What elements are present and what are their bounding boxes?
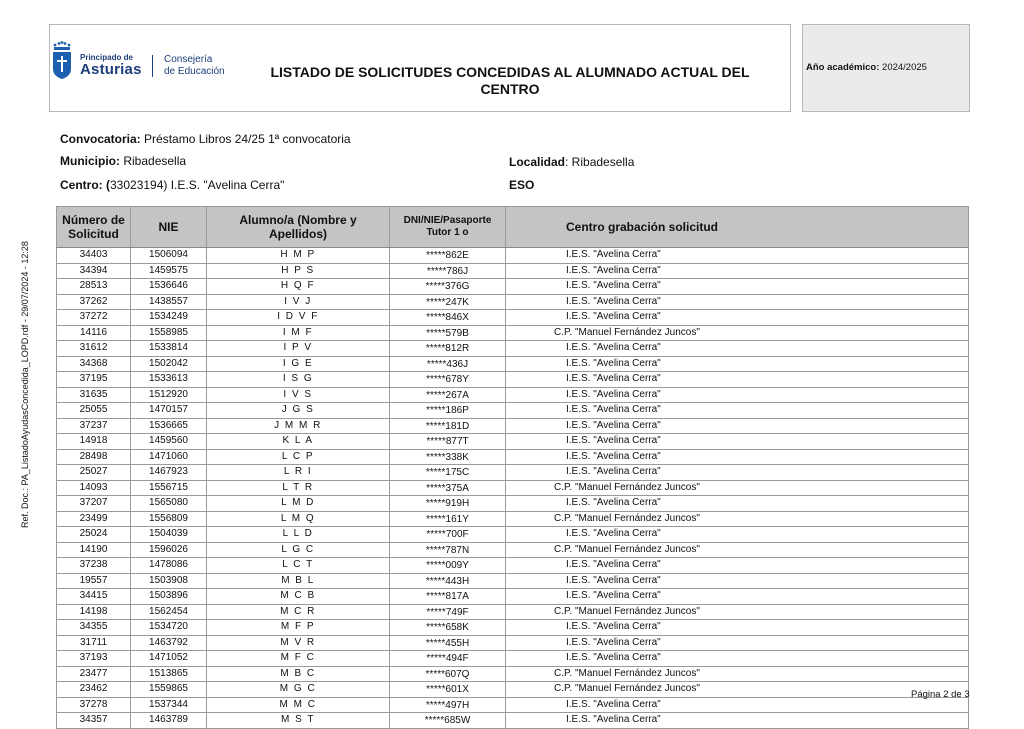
localidad-value: : Ribadesella: [565, 155, 635, 169]
cell-nie: 1459575: [131, 263, 207, 279]
cell-alumno: L G C: [207, 542, 390, 558]
cell-alumno: H M P: [207, 248, 390, 264]
cell-nie: 1536646: [131, 279, 207, 295]
logo-line1: Principado de: [80, 53, 133, 62]
cell-alumno: M B C: [207, 666, 390, 682]
cell-numero-solicitud: 34403: [57, 248, 131, 264]
table-row: [57, 449, 969, 465]
cell-nie: 1503908: [131, 573, 207, 589]
cell-numero-solicitud: 34368: [57, 356, 131, 372]
cell-numero-solicitud: 34415: [57, 589, 131, 605]
table-row: [57, 558, 969, 574]
cell-nie: 1470157: [131, 403, 207, 419]
cell-centro-grabacion: I.E.S. "Avelina Cerra": [506, 527, 969, 543]
cell-dni-tutor: *****161Y: [390, 511, 506, 527]
table-row: [57, 589, 969, 605]
table-row: [57, 635, 969, 651]
cell-numero-solicitud: 34357: [57, 713, 131, 729]
cell-nie: 1459560: [131, 434, 207, 450]
table-row: [57, 527, 969, 543]
cell-centro-grabacion: I.E.S. "Avelina Cerra": [506, 310, 969, 326]
cell-alumno: I P V: [207, 341, 390, 357]
cell-dni-tutor: *****678Y: [390, 372, 506, 388]
cell-alumno: I G E: [207, 356, 390, 372]
cell-centro-grabacion: I.E.S. "Avelina Cerra": [506, 573, 969, 589]
cell-numero-solicitud: 23499: [57, 511, 131, 527]
document-header: [49, 24, 791, 112]
cell-centro-grabacion: I.E.S. "Avelina Cerra": [506, 341, 969, 357]
cell-alumno: L C P: [207, 449, 390, 465]
cell-nie: 1559865: [131, 682, 207, 698]
cell-dni-tutor: *****181D: [390, 418, 506, 434]
cell-alumno: M B L: [207, 573, 390, 589]
cell-numero-solicitud: 25027: [57, 465, 131, 481]
header-centro-grabacion: Centro grabación solicitud: [506, 207, 969, 248]
cell-nie: 1562454: [131, 604, 207, 620]
cell-dni-tutor: *****186P: [390, 403, 506, 419]
table-row: [57, 263, 969, 279]
asturias-shield-icon: [52, 41, 72, 81]
cell-dni-tutor: *****436J: [390, 356, 506, 372]
cell-dni-tutor: *****247K: [390, 294, 506, 310]
cell-centro-grabacion: I.E.S. "Avelina Cerra": [506, 403, 969, 419]
table-row: [57, 666, 969, 682]
cell-dni-tutor: *****700F: [390, 527, 506, 543]
cell-numero-solicitud: 25024: [57, 527, 131, 543]
cell-numero-solicitud: 37195: [57, 372, 131, 388]
table-row: [57, 604, 969, 620]
cell-centro-grabacion: I.E.S. "Avelina Cerra": [506, 697, 969, 713]
cell-dni-tutor: *****601X: [390, 682, 506, 698]
cell-numero-solicitud: 14116: [57, 325, 131, 341]
cell-alumno: J M M R: [207, 418, 390, 434]
cell-alumno: J G S: [207, 403, 390, 419]
cell-centro-grabacion: C.P. "Manuel Fernández Juncos": [506, 604, 969, 620]
cell-numero-solicitud: 34355: [57, 620, 131, 636]
cell-dni-tutor: *****267A: [390, 387, 506, 403]
cell-dni-tutor: *****175C: [390, 465, 506, 481]
cell-numero-solicitud: 14093: [57, 480, 131, 496]
cell-numero-solicitud: 23462: [57, 682, 131, 698]
cell-numero-solicitud: 14190: [57, 542, 131, 558]
cell-dni-tutor: *****375A: [390, 480, 506, 496]
education-level: [509, 178, 534, 192]
cell-centro-grabacion: I.E.S. "Avelina Cerra": [506, 387, 969, 403]
cell-nie: 1596026: [131, 542, 207, 558]
cell-nie: 1512920: [131, 387, 207, 403]
convocatoria-field: [60, 132, 351, 146]
cell-alumno: M M C: [207, 697, 390, 713]
localidad-label: Localidad: [509, 155, 566, 169]
cell-centro-grabacion: I.E.S. "Avelina Cerra": [506, 356, 969, 372]
table-row: [57, 372, 969, 388]
cell-alumno: M V R: [207, 635, 390, 651]
cell-dni-tutor: *****579B: [390, 325, 506, 341]
cell-alumno: L M Q: [207, 511, 390, 527]
page-number: Página 2 de 3: [911, 689, 970, 700]
cell-nie: 1534249: [131, 310, 207, 326]
centro-label: Centro: (: [60, 178, 110, 192]
cell-nie: 1533613: [131, 372, 207, 388]
cell-centro-grabacion: I.E.S. "Avelina Cerra": [506, 620, 969, 636]
cell-centro-grabacion: I.E.S. "Avelina Cerra": [506, 279, 969, 295]
table-row: [57, 465, 969, 481]
cell-alumno: I V S: [207, 387, 390, 403]
cell-nie: 1463792: [131, 635, 207, 651]
cell-centro-grabacion: C.P. "Manuel Fernández Juncos": [506, 542, 969, 558]
cell-numero-solicitud: 25055: [57, 403, 131, 419]
table-row: [57, 418, 969, 434]
centro-field: [60, 178, 284, 192]
cell-alumno: L C T: [207, 558, 390, 574]
cell-centro-grabacion: I.E.S. "Avelina Cerra": [506, 248, 969, 264]
cell-dni-tutor: *****009Y: [390, 558, 506, 574]
cell-nie: 1537344: [131, 697, 207, 713]
cell-nie: 1478086: [131, 558, 207, 574]
cell-alumno: I S G: [207, 372, 390, 388]
academic-year-box: [802, 24, 970, 112]
cell-centro-grabacion: I.E.S. "Avelina Cerra": [506, 713, 969, 729]
academic-year-value: 2024/2025: [882, 62, 927, 73]
cell-nie: 1467923: [131, 465, 207, 481]
cell-dni-tutor: *****607Q: [390, 666, 506, 682]
table-row: [57, 403, 969, 419]
cell-numero-solicitud: 28513: [57, 279, 131, 295]
cell-centro-grabacion: I.E.S. "Avelina Cerra": [506, 651, 969, 667]
document-reference: Ref. Doc.: PA_ListadoAyudasConcedida_LOPD.rdf - 29/07/2024 - 12:28: [20, 241, 30, 528]
cell-alumno: I D V F: [207, 310, 390, 326]
table-row: [57, 496, 969, 512]
cell-dni-tutor: *****877T: [390, 434, 506, 450]
cell-nie: 1565080: [131, 496, 207, 512]
table-row: [57, 573, 969, 589]
table-row: [57, 387, 969, 403]
cell-numero-solicitud: 34394: [57, 263, 131, 279]
cell-alumno: M S T: [207, 713, 390, 729]
cell-dni-tutor: *****497H: [390, 697, 506, 713]
cell-numero-solicitud: 14918: [57, 434, 131, 450]
cell-centro-grabacion: C.P. "Manuel Fernández Juncos": [506, 480, 969, 496]
cell-alumno: L M D: [207, 496, 390, 512]
cell-centro-grabacion: C.P. "Manuel Fernández Juncos": [506, 682, 969, 698]
cell-nie: 1558985: [131, 325, 207, 341]
cell-centro-grabacion: I.E.S. "Avelina Cerra": [506, 263, 969, 279]
cell-nie: 1556809: [131, 511, 207, 527]
cell-numero-solicitud: 37272: [57, 310, 131, 326]
cell-centro-grabacion: I.E.S. "Avelina Cerra": [506, 465, 969, 481]
cell-centro-grabacion: C.P. "Manuel Fernández Juncos": [506, 325, 969, 341]
cell-nie: 1533814: [131, 341, 207, 357]
cell-numero-solicitud: 37237: [57, 418, 131, 434]
cell-numero-solicitud: 19557: [57, 573, 131, 589]
cell-numero-solicitud: 31612: [57, 341, 131, 357]
table-row: [57, 620, 969, 636]
cell-centro-grabacion: I.E.S. "Avelina Cerra": [506, 558, 969, 574]
localidad-field: [509, 155, 634, 169]
table-row: [57, 682, 969, 698]
header-nie: NIE: [131, 207, 207, 248]
cell-dni-tutor: *****494F: [390, 651, 506, 667]
cell-dni-tutor: *****786J: [390, 263, 506, 279]
education-level-value: ESO: [509, 178, 535, 192]
cell-dni-tutor: *****376G: [390, 279, 506, 295]
cell-alumno: M G C: [207, 682, 390, 698]
cell-alumno: I M F: [207, 325, 390, 341]
cell-numero-solicitud: 14198: [57, 604, 131, 620]
cell-nie: 1534720: [131, 620, 207, 636]
cell-nie: 1502042: [131, 356, 207, 372]
cell-nie: 1504039: [131, 527, 207, 543]
table-row: [57, 511, 969, 527]
table-row: [57, 279, 969, 295]
cell-numero-solicitud: 37262: [57, 294, 131, 310]
cell-centro-grabacion: I.E.S. "Avelina Cerra": [506, 372, 969, 388]
cell-nie: 1536665: [131, 418, 207, 434]
cell-alumno: K L A: [207, 434, 390, 450]
cell-numero-solicitud: 37238: [57, 558, 131, 574]
cell-centro-grabacion: I.E.S. "Avelina Cerra": [506, 434, 969, 450]
cell-nie: 1471052: [131, 651, 207, 667]
applications-table: [56, 206, 969, 729]
cell-numero-solicitud: 37193: [57, 651, 131, 667]
cell-alumno: I V J: [207, 294, 390, 310]
cell-alumno: L L D: [207, 527, 390, 543]
table-row: [57, 480, 969, 496]
table-row: [57, 341, 969, 357]
table-row: [57, 542, 969, 558]
table-row: [57, 325, 969, 341]
cell-alumno: L R I: [207, 465, 390, 481]
cell-centro-grabacion: C.P. "Manuel Fernández Juncos": [506, 666, 969, 682]
table-row: [57, 713, 969, 729]
logo-dept2: de Educación: [164, 66, 225, 77]
header-alumno: Alumno/a (Nombre y Apellidos): [207, 207, 390, 248]
cell-dni-tutor: *****846X: [390, 310, 506, 326]
cell-dni-tutor: *****338K: [390, 449, 506, 465]
cell-nie: 1438557: [131, 294, 207, 310]
cell-alumno: M C R: [207, 604, 390, 620]
table-row: [57, 697, 969, 713]
cell-alumno: H Q F: [207, 279, 390, 295]
cell-centro-grabacion: I.E.S. "Avelina Cerra": [506, 418, 969, 434]
cell-centro-grabacion: I.E.S. "Avelina Cerra": [506, 635, 969, 651]
convocatoria-value: Préstamo Libros 24/25 1ª convocatoria: [144, 132, 351, 146]
cell-numero-solicitud: 37207: [57, 496, 131, 512]
municipio-field: [60, 154, 186, 168]
cell-dni-tutor: *****812R: [390, 341, 506, 357]
table-row: [57, 356, 969, 372]
cell-nie: 1556715: [131, 480, 207, 496]
logo-dept1: Consejería: [164, 54, 213, 65]
cell-numero-solicitud: 37278: [57, 697, 131, 713]
logo-line2: Asturias: [80, 61, 142, 78]
cell-alumno: M F P: [207, 620, 390, 636]
cell-centro-grabacion: C.P. "Manuel Fernández Juncos": [506, 511, 969, 527]
cell-nie: 1513865: [131, 666, 207, 682]
cell-nie: 1503896: [131, 589, 207, 605]
cell-nie: 1463789: [131, 713, 207, 729]
cell-alumno: M C B: [207, 589, 390, 605]
centro-value: 33023194) I.E.S. "Avelina Cerra": [110, 178, 285, 192]
header-dni-tutor: DNI/NIE/Pasaporte Tutor 1 o: [390, 207, 506, 248]
cell-alumno: H P S: [207, 263, 390, 279]
asturias-logo: [52, 41, 237, 81]
cell-centro-grabacion: I.E.S. "Avelina Cerra": [506, 294, 969, 310]
cell-dni-tutor: *****919H: [390, 496, 506, 512]
cell-alumno: L T R: [207, 480, 390, 496]
cell-numero-solicitud: 23477: [57, 666, 131, 682]
cell-dni-tutor: *****817A: [390, 589, 506, 605]
table-row: [57, 434, 969, 450]
convocatoria-label: Convocatoria:: [60, 132, 141, 146]
municipio-label: Municipio:: [60, 154, 120, 168]
cell-numero-solicitud: 28498: [57, 449, 131, 465]
cell-dni-tutor: *****787N: [390, 542, 506, 558]
cell-numero-solicitud: 31635: [57, 387, 131, 403]
header-numero-solicitud: Número de Solicitud: [57, 207, 131, 248]
document-title: LISTADO DE SOLICITUDES CONCEDIDAS AL ALUMNADO ACTUAL DEL CENTRO: [270, 64, 750, 97]
cell-alumno: M F C: [207, 651, 390, 667]
table-row: [57, 248, 969, 264]
cell-nie: 1506094: [131, 248, 207, 264]
cell-dni-tutor: *****455H: [390, 635, 506, 651]
table-row: [57, 294, 969, 310]
table-row: [57, 310, 969, 326]
logo-divider: [152, 55, 153, 77]
cell-numero-solicitud: 31711: [57, 635, 131, 651]
table-row: [57, 651, 969, 667]
cell-dni-tutor: *****749F: [390, 604, 506, 620]
academic-year-label: Año académico:: [806, 62, 880, 73]
cell-dni-tutor: *****443H: [390, 573, 506, 589]
cell-centro-grabacion: I.E.S. "Avelina Cerra": [506, 496, 969, 512]
cell-dni-tutor: *****862E: [390, 248, 506, 264]
cell-centro-grabacion: I.E.S. "Avelina Cerra": [506, 449, 969, 465]
municipio-value: Ribadesella: [123, 154, 187, 168]
table-header-row: [57, 207, 969, 248]
cell-dni-tutor: *****685W: [390, 713, 506, 729]
cell-centro-grabacion: I.E.S. "Avelina Cerra": [506, 589, 969, 605]
cell-nie: 1471060: [131, 449, 207, 465]
cell-dni-tutor: *****658K: [390, 620, 506, 636]
